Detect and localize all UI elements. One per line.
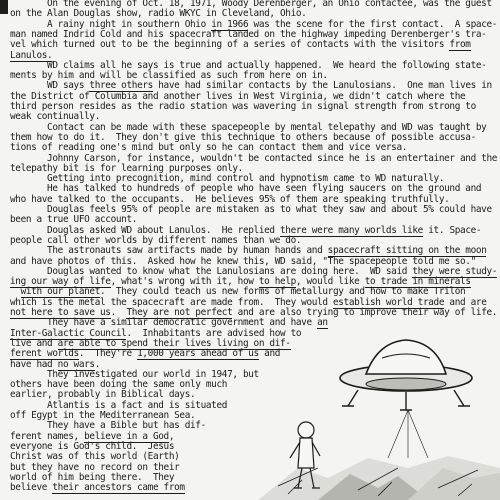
text-line — [10, 482, 185, 493]
text-segment: He has talked to hundreds of people who have seen flying saucers on the ground and — [10, 183, 482, 195]
text-segment: The astronauts saw artifacts made by human hands and — [10, 245, 328, 257]
text-segment: been a true UFO account. — [10, 214, 138, 226]
underlined-text: no wars — [57, 358, 95, 370]
text-segment: but they have no record on their — [10, 461, 180, 473]
text-segment: everyone is God's child. Jesus — [10, 440, 175, 452]
text-segment: and have photos of this. Asked how he knew this, WD said, "The spacepeople told me so." — [10, 255, 476, 267]
text-segment: was the scene for the first contact. A space- — [248, 18, 498, 30]
underlined-text: are able to spend their lives living on dif- — [57, 337, 291, 349]
text-segment: . They're — [78, 348, 138, 360]
text-segment: which is the metal the spacecraft are made from. They would — [10, 296, 333, 308]
text-segment: A rainy night in southern Ohio — [10, 18, 212, 30]
text-segment: world of him being there. They — [10, 471, 175, 483]
text-segment: Getting into precognition, mind control and hypnotism came to WD naturally. — [10, 173, 445, 185]
text-segment: Douglas feels 95% of people are mistaken as to what they saw and about 5% could have — [10, 204, 492, 215]
text-segment: believe — [10, 482, 53, 494]
saucer-shape — [340, 340, 472, 410]
text-segment: WD claims all he says is true and actually happened. We heard the following state- — [10, 59, 487, 71]
text-segment: . They could teach us new forms of metallurgy and how to make Trilon — [100, 286, 466, 298]
underlined-text: from — [449, 39, 471, 51]
page-corner-mark — [0, 0, 8, 14]
text-segment: ments by him and will be classified as such from here on in. — [10, 70, 328, 82]
underlined-text: believe in a God — [84, 430, 169, 442]
text-segment: Christ was of this world (Earth) — [10, 451, 180, 463]
underlined-text: to help — [258, 276, 296, 288]
text-segment: have had — [10, 358, 58, 370]
underlined-text: they were study- — [412, 265, 498, 277]
text-segment: They have a Bible but has dif- — [10, 420, 206, 432]
underlined-text: Inter-Galactic Council — [10, 327, 127, 339]
underlined-text: establish world trade — [332, 296, 445, 308]
text-segment: others have been doing the same only much — [10, 379, 228, 391]
text-segment: Contact can be made with these spacepeople by mental telepathy and WD was taught by — [10, 121, 487, 133]
text-segment: . — [94, 358, 101, 370]
underlined-text: an — [317, 317, 328, 329]
text-segment: people call other worlds by different names than we do. — [10, 234, 302, 246]
underlined-text: not here to save us — [10, 307, 111, 318]
text-segment: , — [168, 430, 175, 442]
text-segment: They investigated our world in 1947, but — [10, 368, 259, 380]
text-segment: earlier, probably in Biblical days. — [10, 389, 196, 401]
underlined-text: with our planet — [20, 286, 101, 298]
text-segment: vel which turned out to be the beginning of a series of contacts with the visitors — [10, 39, 450, 51]
text-segment: . Inhabitants are advised how to — [126, 327, 302, 339]
text-segment: . — [110, 307, 127, 318]
text-segment: ferent names, — [10, 430, 85, 442]
text-segment: live and — [10, 337, 58, 349]
underlined-text: They are not perfect — [126, 307, 233, 318]
underlined-text: spacecraft sitting on the moon — [327, 245, 487, 257]
text-segment: man named Indrid Cold and his spacecraft landed on the highway impeding Derenberger's tra- — [10, 28, 487, 40]
text-segment: Atlantis is a fact and is situated — [10, 399, 228, 411]
text-segment: and are — [444, 296, 487, 308]
text-segment: third person resides as the radio station was wavering in signal strength from strong to — [10, 101, 476, 112]
text-segment: who have talked to the occupants. He believes 95% of them are speaking truthfully. — [10, 193, 450, 205]
text-segment: them how to do it. They don't give this technique to others because of possible accusa- — [10, 131, 476, 143]
text-segment: Douglas wanted to know what the Lanulosians are doing here. WD said — [10, 265, 413, 277]
underlined-text: three others — [89, 80, 153, 92]
flying-saucer-illustration — [258, 318, 500, 500]
underlined-text: in 1966 — [211, 18, 249, 30]
text-segment: it. Space- — [422, 224, 482, 236]
text-segment: On the evening of Oct. 18, 1971, Woody Derenberger, an Ohio contactee, was the guest — [10, 0, 492, 9]
text-segment: the District of Columbia and another lives in West Virginia, we didn't catch where the — [10, 90, 466, 102]
text-segment: and — [258, 348, 281, 360]
underlined-text: to trade in minerals — [364, 276, 471, 288]
text-segment: off Egypt in the Mediterranean Sea. — [10, 410, 196, 421]
text-segment: Douglas asked WD about Lanulos. He replied — [10, 224, 281, 236]
text-segment: Johnny Carson, for instance, wouldn't be contacted since he is an entertainer and the — [10, 152, 498, 164]
text-segment: , would like — [295, 276, 365, 288]
text-segment: WD says — [10, 80, 90, 92]
underlined-text: ferent worlds — [10, 348, 79, 360]
underlined-text: their ancestors came from — [52, 482, 185, 494]
text-line — [10, 39, 471, 50]
text-segment: , what's wrong with it, how — [110, 276, 259, 288]
text-segment: They have a similar democratic government and have — [10, 317, 318, 329]
text-segment: have had similar contacts by the Lanulosians. One man lives in — [152, 80, 492, 92]
text-segment: and are also trying to improve their way of life. — [232, 307, 498, 318]
text-segment: weak continually. — [10, 111, 101, 123]
underlined-text: 1,000 years ahead of us — [137, 348, 259, 360]
underlined-text: there were many worlds like — [280, 224, 423, 236]
text-segment: tions of reading one's mind but only so he can contact them and vice versa. — [10, 142, 408, 154]
text-segment: telepathy bit is for learning purposes only. — [10, 162, 243, 174]
underlined-text: Lanulos. — [10, 49, 53, 61]
underlined-text: ing our way of life — [10, 276, 111, 288]
text-segment: on the Alan Douglas show, radio WKYC in Cleveland, Ohio. — [10, 8, 307, 20]
